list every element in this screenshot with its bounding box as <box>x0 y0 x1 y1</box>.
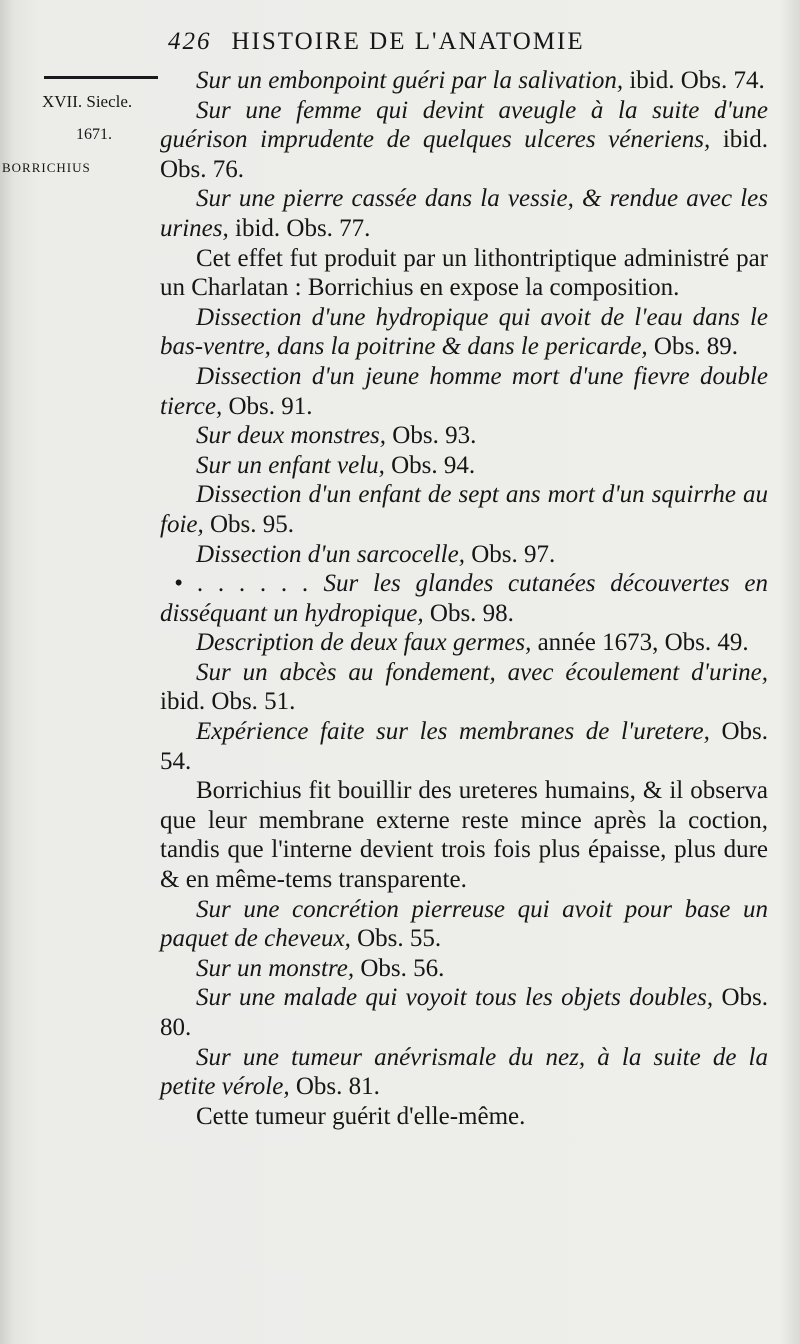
paragraph-reference: année 1673, Obs. 49. <box>531 629 749 657</box>
paragraph <box>160 717 768 776</box>
paragraph-reference: Obs. 80. <box>160 984 768 1041</box>
paragraph <box>160 184 768 243</box>
paragraph <box>160 658 768 717</box>
paragraph-text: Description de deux faux germes, <box>196 629 532 657</box>
paragraph-reference: ibid. Obs. 51. <box>160 688 296 716</box>
paragraph-text: Sur un monstre, <box>196 954 355 982</box>
paragraph-text: Cette tumeur guérit d'elle-même. <box>196 1102 526 1130</box>
paragraph <box>160 895 768 954</box>
paragraph-reference: Obs. 89. <box>647 333 738 361</box>
paragraph <box>160 776 768 894</box>
paragraph-text: Sur deux monstres, <box>196 422 387 450</box>
paragraph-reference: Obs. 97. <box>464 540 556 568</box>
paragraph <box>160 421 768 451</box>
paragraph-reference: Obs. 94. <box>384 451 476 479</box>
paragraph-text: Sur un embonpoint guéri par la salivation, <box>196 67 624 94</box>
paragraph <box>160 244 768 303</box>
paragraph <box>160 983 768 1042</box>
body-text <box>160 66 768 1131</box>
running-header <box>168 28 768 64</box>
paragraph <box>160 569 768 628</box>
paragraph <box>160 540 768 570</box>
margin-rule <box>44 76 158 79</box>
paragraph-text: Sur un abcès au fondement, avec écoulement d'urine, <box>196 658 768 686</box>
paragraph-reference: Obs. 55. <box>350 925 442 953</box>
paragraph <box>160 362 768 421</box>
margin-author: BORRICHIUS <box>2 160 91 175</box>
paragraph-reference: ibid. Obs. 74. <box>623 67 765 94</box>
margin-year: 1671. <box>76 126 112 143</box>
paragraph <box>160 480 768 539</box>
paragraph <box>160 1043 768 1102</box>
paragraph <box>160 1102 768 1132</box>
paragraph-text: Expérience faite sur les membranes de l'uretere, <box>196 718 710 746</box>
paragraph-reference: Obs. 54. <box>160 718 768 775</box>
paragraph-reference: Obs. 56. <box>354 954 445 982</box>
paragraph-reference: Obs. 98. <box>423 599 514 627</box>
paragraph <box>160 96 768 185</box>
paragraph-reference: Obs. 95. <box>203 510 295 538</box>
paragraph <box>160 628 768 658</box>
paragraph-reference: Obs. 91. <box>222 392 313 420</box>
paragraph <box>160 66 768 96</box>
paragraph-reference: ibid. Obs. 76. <box>160 126 768 183</box>
margin-century: XVII. Siecle. <box>42 92 133 111</box>
paragraph-reference: ibid. Obs. 77. <box>228 214 371 242</box>
paragraph-text: Sur un enfant velu, <box>196 451 385 479</box>
paragraph <box>160 451 768 481</box>
running-title: HISTOIRE DE L'ANATOMIE <box>231 28 585 55</box>
paragraph-text: Dissection d'une hydropique qui avoit de l'eau dans le bas-ventre, dans la poitrine & dans le pericarde, <box>160 303 768 361</box>
page-number: 426 <box>168 28 212 55</box>
paragraph-text: Dissection d'un jeune homme mort d'une fievre double tierce, <box>160 362 768 420</box>
paragraph-text: Cet effet fut produit par un lithontriptique administré par un Charlatan : Borrichius en expose la composition. <box>160 244 768 302</box>
paragraph-reference: Obs. 93. <box>386 422 477 450</box>
paragraph <box>160 954 768 984</box>
paragraph-text: Sur une concrétion pierreuse qui avoit pour base un paquet de cheveux, <box>160 895 768 953</box>
paragraph-text: Sur une tumeur anévrismale du nez, à la suite de la petite vérole, <box>160 1043 768 1101</box>
paragraph-reference: Obs. 81. <box>289 1073 380 1101</box>
paragraph-text: Sur une malade qui voyoit tous les objets doubles, <box>196 984 714 1012</box>
paragraph <box>160 303 768 362</box>
paragraph-text: Sur une pierre cassée dans la vessie, & rendue avec les urines, <box>160 185 768 242</box>
paragraph-text: Borrichius fit bouillir des ureteres humains, & il observa que leur membrane externe reste mince après la coction, tandis que l'interne devient trois fois plus épaisse, plus dure & en même-tems transparente. <box>160 777 768 894</box>
paragraph-text: • . . . . . . Sur les glandes cutanées découvertes en disséquant un hydropique, <box>160 570 768 627</box>
paragraph-text: Dissection d'un sarcocelle, <box>196 540 465 568</box>
paragraph-text: Sur une femme qui devint aveugle à la suite d'une guérison imprudente de quelques ulceres véneriens, <box>160 96 768 154</box>
paragraph-text: Dissection d'un enfant de sept ans mort d'un squirrhe au foie, <box>160 481 768 538</box>
